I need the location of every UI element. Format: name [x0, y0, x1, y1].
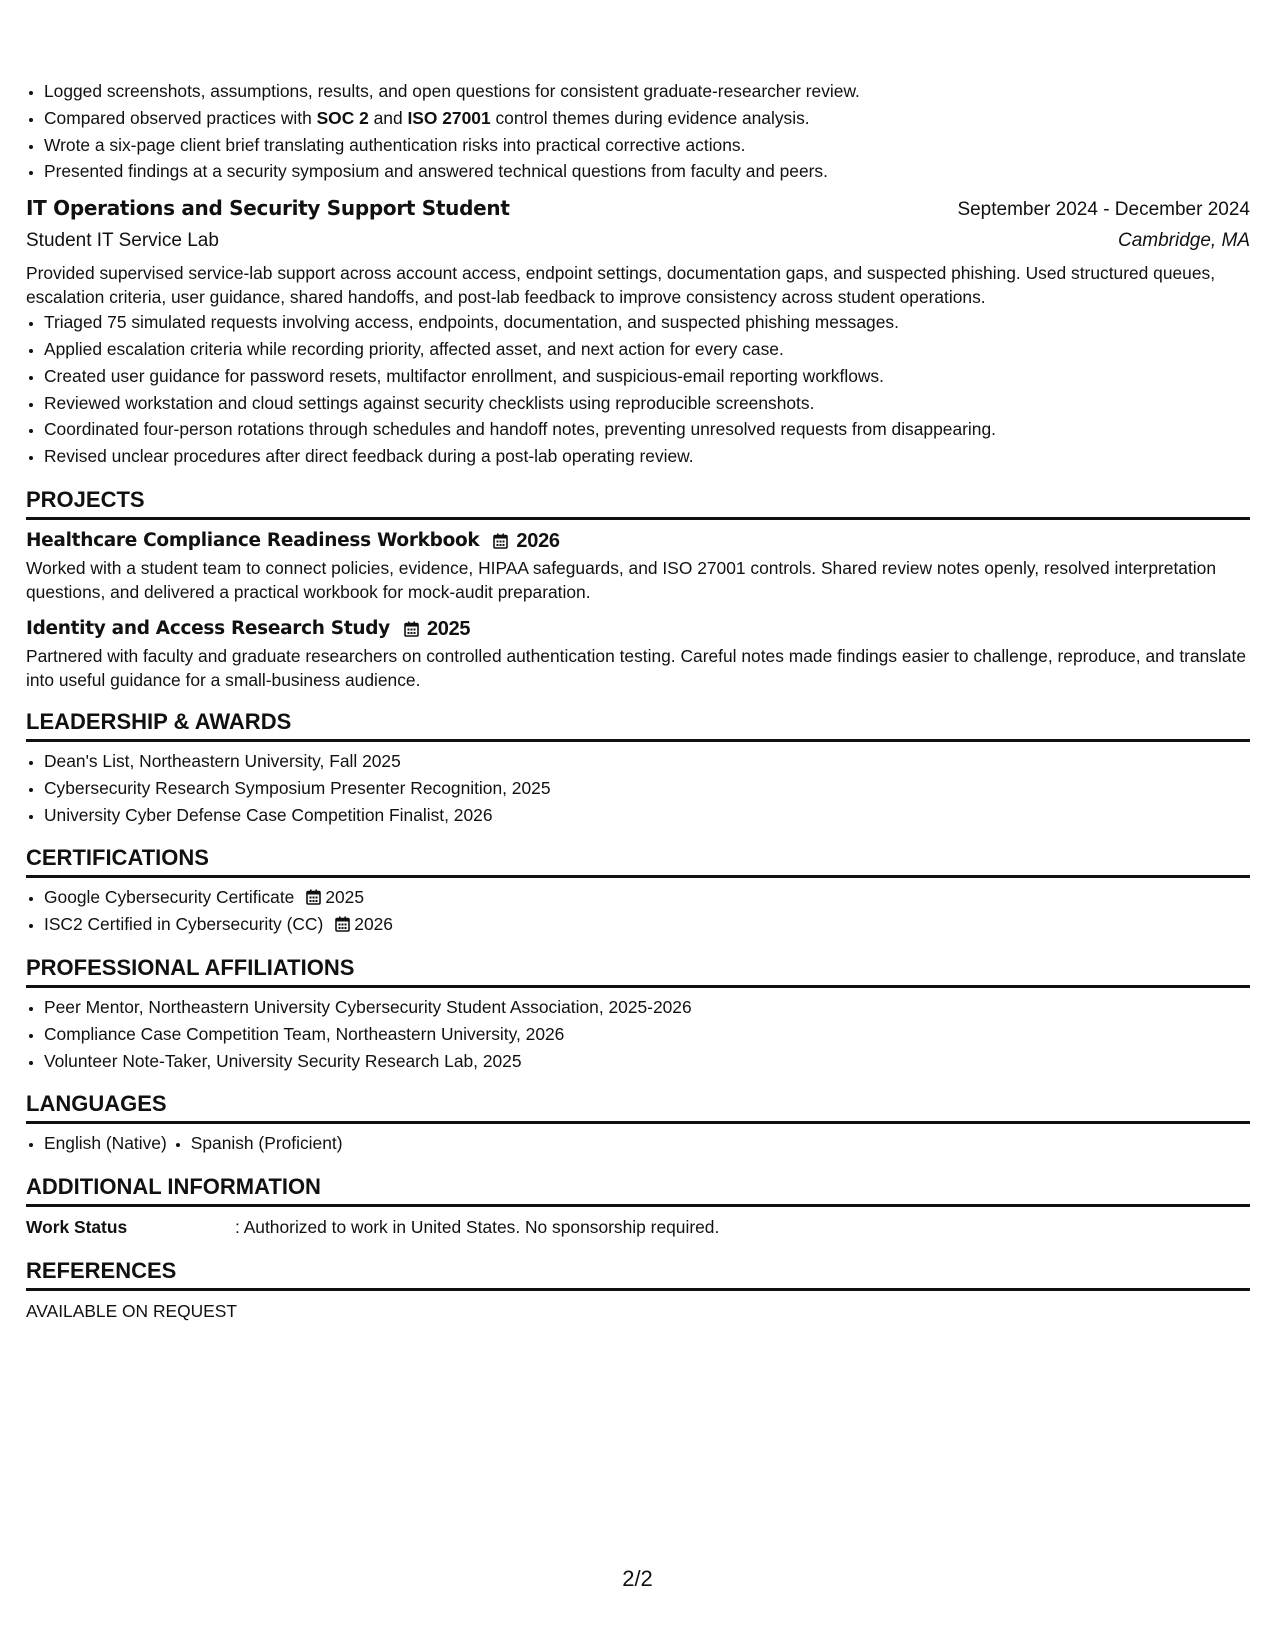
section-title-additional: ADDITIONAL INFORMATION: [26, 1173, 1250, 1207]
section-title-affiliations: PROFESSIONAL AFFILIATIONS: [26, 954, 1250, 988]
text-segment: control themes during evidence analysis.: [490, 107, 810, 128]
list-item: • Reviewed workstation and cloud settings against security checklists using reproducible screenshots.: [44, 390, 1250, 417]
info-row: [26, 1213, 1250, 1241]
section-title-projects: PROJECTS: [26, 486, 1250, 520]
job-location: Cambridge, MA: [1118, 230, 1250, 252]
job-title: IT Operations and Security Support Student: [26, 196, 510, 221]
page-number: 2/2: [622, 1566, 653, 1591]
list-item: • Revised unclear procedures after direct feedback during a post-lab operating review.: [44, 443, 1250, 470]
list-item: • Volunteer Note-Taker, University Security Research Lab, 2025: [44, 1048, 1250, 1075]
list-item: • English (Native): [44, 1130, 167, 1157]
list-item: • Compliance Case Competition Team, Northeastern University, 2026: [44, 1021, 1250, 1048]
leadership-list: [26, 748, 1250, 828]
cert-name: Google Cybersecurity Certificate: [44, 887, 295, 908]
list-item: • Created user guidance for password resets, multifactor enrollment, and suspicious-email reporting workflows.: [44, 363, 1250, 390]
list-item: [44, 911, 1250, 938]
project-description: Worked with a student team to connect policies, evidence, HIPAA safeguards, and ISO 27001 controls. Shared review notes openly, resolved interpretation questions, and delivered a practical workbook for mock-audit preparation.: [26, 557, 1216, 602]
experience-bullets-continued: [26, 78, 1250, 185]
project-year: 2026: [516, 529, 560, 552]
project-entry: [26, 526, 1250, 604]
project-year: 2025: [426, 617, 471, 640]
languages-list: [26, 1130, 1250, 1157]
list-item: • Applied escalation criteria while recording priority, affected asset, and next action for every case.: [44, 336, 1250, 363]
cert-name: ISC2 Certified in Cybersecurity (CC): [44, 914, 324, 935]
info-value: : Authorized to work in United States. No sponsorship required.: [235, 1217, 720, 1238]
job-bullets: [26, 309, 1250, 470]
section-title-references: REFERENCES: [26, 1257, 1250, 1291]
calendar-icon: [493, 533, 508, 549]
list-item: • Dean's List, Northeastern University, Fall 2025: [44, 748, 1250, 775]
affiliations-list: [26, 994, 1250, 1074]
calendar-icon: [335, 916, 350, 932]
certifications-list: [26, 884, 1250, 938]
cert-year: 2026: [354, 914, 393, 935]
list-item: • Wrote a six-page client brief translating authentication risks into practical corrective actions.: [44, 132, 1250, 159]
list-item: [44, 105, 1250, 132]
list-item: • Triaged 75 simulated requests involving access, endpoints, documentation, and suspected phishing messages.: [44, 309, 1250, 336]
list-item: • Cybersecurity Research Symposium Presenter Recognition, 2025: [44, 775, 1250, 802]
list-item: • Spanish (Proficient): [191, 1130, 343, 1157]
project-entry: [26, 614, 1250, 692]
cert-year: 2025: [325, 887, 365, 908]
job-organization: Student IT Service Lab: [26, 230, 219, 252]
list-item: • University Cyber Defense Case Competition Finalist, 2026: [44, 802, 1250, 829]
bold-term: SOC 2: [316, 107, 369, 128]
bold-term: ISO 27001: [407, 107, 491, 128]
section-title-certifications: CERTIFICATIONS: [26, 844, 1250, 878]
project-description: Partnered with faculty and graduate researchers on controlled authentication testing. Careful notes made findings easier to challenge, reproduce, and translate into useful guidance for a small-business audience.: [26, 645, 1247, 690]
section-title-languages: LANGUAGES: [26, 1090, 1250, 1124]
list-item: • Coordinated four-person rotations through schedules and handoff notes, preventing unresolved requests from disappearing.: [44, 416, 1250, 443]
section-title-leadership: LEADERSHIP & AWARDS: [26, 708, 1250, 742]
calendar-icon: [306, 889, 321, 905]
text-segment: Compared observed practices with: [44, 107, 317, 128]
text-segment: and: [368, 107, 408, 128]
references-text: AVAILABLE ON REQUEST: [26, 1301, 238, 1322]
list-item: [44, 884, 1250, 911]
list-item: • Presented findings at a security symposium and answered technical questions from faculty and peers.: [44, 158, 1250, 185]
job-entry: [26, 193, 1250, 470]
calendar-icon: [404, 621, 419, 637]
project-title: Identity and Access Research Study: [26, 617, 390, 639]
job-dates: September 2024 - December 2024: [957, 199, 1250, 221]
list-item: • Peer Mentor, Northeastern University Cybersecurity Student Association, 2025-2026: [44, 994, 1250, 1021]
project-title: Healthcare Compliance Readiness Workbook: [26, 529, 480, 551]
list-item: • Logged screenshots, assumptions, results, and open questions for consistent graduate-researcher review.: [44, 78, 1250, 105]
info-label: Work Status: [26, 1217, 128, 1238]
job-description: Provided supervised service-lab support across account access, endpoint settings, documentation gaps, and suspected phishing. Used structured queues, escalation criteria, user guidance, shared handoffs, and post-lab feedback to improve consistency across student operations.: [26, 263, 1216, 308]
resume-page: [26, 78, 1250, 1325]
